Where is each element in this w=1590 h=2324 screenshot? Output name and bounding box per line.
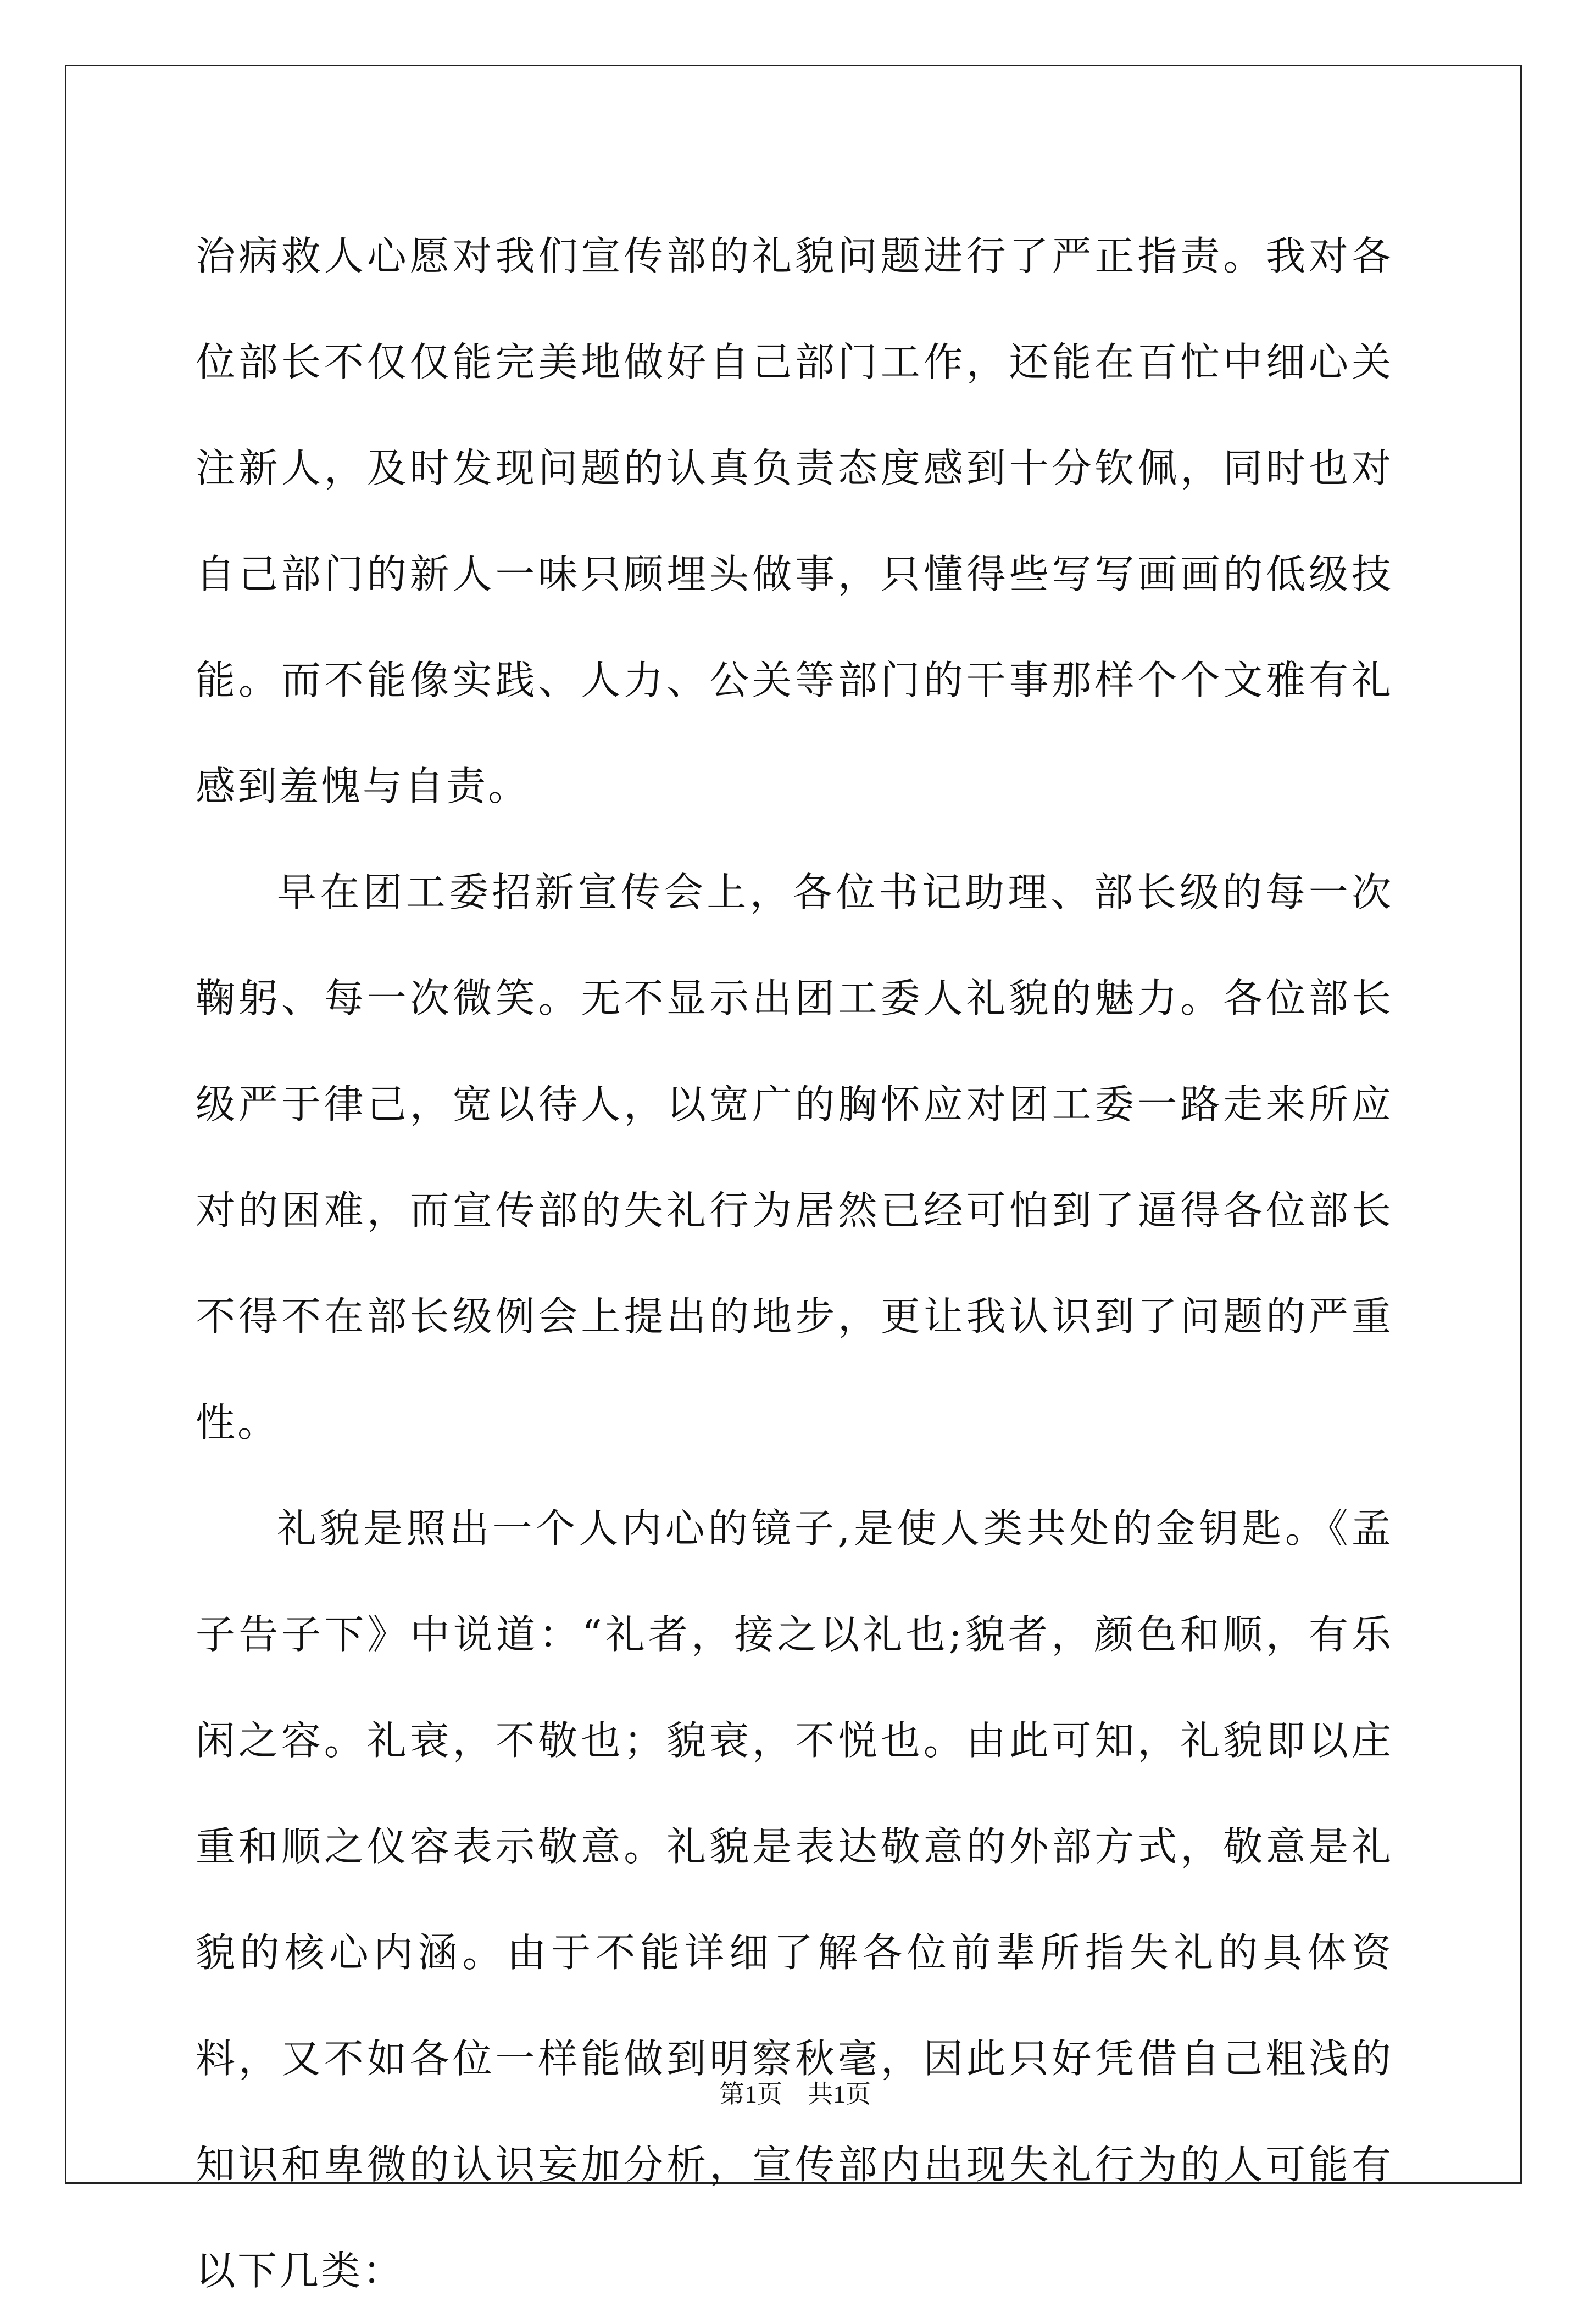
paragraph-2: 早在团工委招新宣传会上，各位书记助理、部长级的每一次鞠躬、每一次微笑。无不显示出团工委人礼貌的魅力。各位部长级严于律己，宽以待人，以宽广的胸怀应对团工委一路走来所应对的困难，而宣传部的失礼行为居然已经可怕到了逼得各位部长不得不在部长级例会上提出的地步，更让我认识到了问题的严重性。 xyxy=(196,869,1393,1445)
page-number: 第1页 xyxy=(719,2080,782,2108)
document-body xyxy=(196,203,1393,2324)
page-footer xyxy=(0,2074,1590,2110)
paragraph-3: 礼貌是照出一个人内心的镜子,是使人类共处的金钥匙。《孟子告子下》中说道：“礼者，接之以礼也;貌者，颜色和顺，有乐闲之容。礼衰，不敬也；貌衰，不悦也。由此可知，礼貌即以庄重和顺之仪容表示敬意。礼貌是表达敬意的外部方式，敬意是礼貌的核心内涵。由于不能详细了解各位前辈所指失礼的具体资料，又不如各位一样能做到明察秋毫，因此只好凭借自己粗浅的知识和卑微的认识妄加分析，宣传部内出现失礼行为的人可能有以下几类： xyxy=(196,1505,1393,2294)
page-total: 共1页 xyxy=(808,2080,871,2108)
paragraph-1: 治病救人心愿对我们宣传部的礼貌问题进行了严正指责。我对各位部长不仅仅能完美地做好自己部门工作，还能在百忙中细心关注新人，及时发现问题的认真负责态度感到十分钦佩，同时也对自己部门的新人一味只顾埋头做事，只懂得些写写画画的低级技能。而不能像实践、人力、公关等部门的干事那样个个文雅有礼感到羞愧与自责。 xyxy=(196,233,1393,809)
